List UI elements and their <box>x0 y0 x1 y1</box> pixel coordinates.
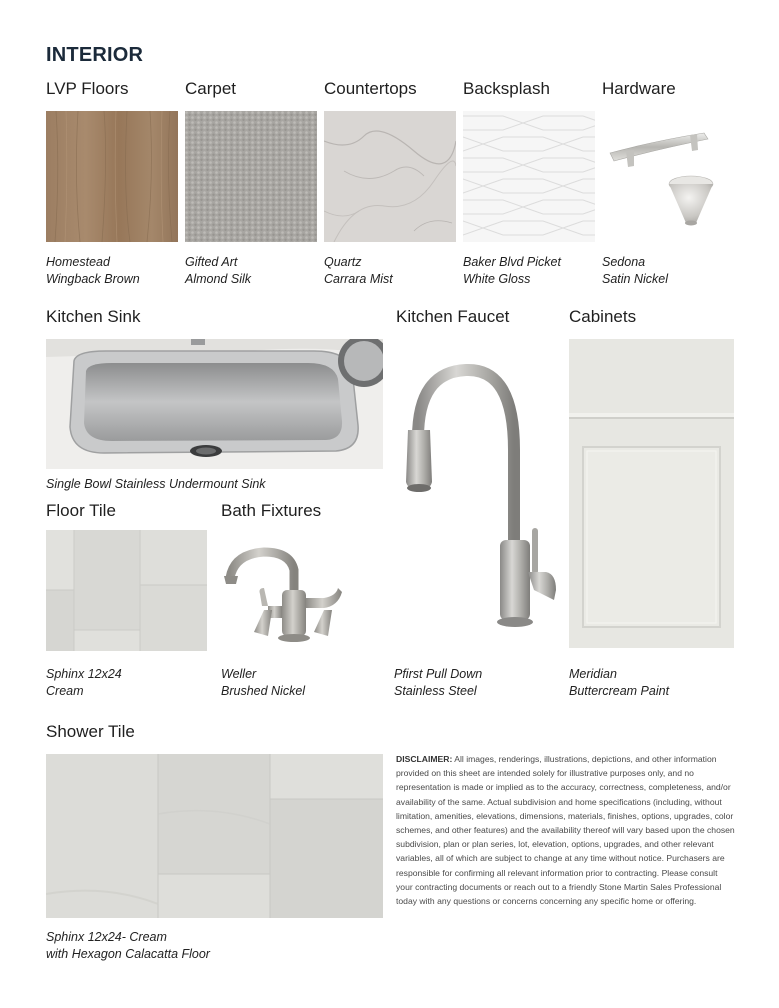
floor-tile-swatch <box>46 530 207 651</box>
kitchen-faucet-image <box>396 350 561 640</box>
backsplash-heading: Backsplash <box>463 79 550 98</box>
kitchen-sink-image <box>46 339 383 469</box>
disclaimer-text <box>396 752 736 908</box>
shower-tile-heading: Shower Tile <box>46 722 135 741</box>
kitchen-sink-caption: Single Bowl Stainless Undermount Sink <box>46 477 266 491</box>
floor-tile-caption: Sphinx 12x24 Cream <box>46 667 122 698</box>
lvp-floor-swatch <box>46 111 178 242</box>
backsplash-caption: Baker Blvd Picket White Gloss <box>463 255 561 286</box>
disclaimer-heading: DISCLAIMER: <box>396 754 453 764</box>
carpet-heading: Carpet <box>185 79 237 98</box>
cabinet-knob-icon <box>669 176 713 226</box>
floor-tile-heading: Floor Tile <box>46 501 116 520</box>
cabinets-caption: Meridian Buttercream Paint <box>569 667 670 698</box>
carpet-swatch <box>185 111 317 242</box>
hardware-heading: Hardware <box>602 79 676 98</box>
countertops-caption: Quartz Carrara Mist <box>324 255 393 286</box>
hardware-swatch <box>604 111 736 242</box>
cabinet-door-swatch <box>569 339 734 648</box>
kitchen-faucet-heading: Kitchen Faucet <box>396 307 510 326</box>
shower-tile-swatch <box>46 754 383 918</box>
shower-tile-caption: Sphinx 12x24- Cream with Hexagon Calacatta Floor <box>46 930 210 961</box>
lvp-floors-heading: LVP Floors <box>46 79 129 98</box>
disclaimer-body: All images, renderings, illustrations, depictions, and other information provided on this sheet are intended solely for illustrative purposes only, and no representation is made or implied as to the accuracy, correctness, completeness, and/or availability of the same. Actual subdivision and home specifications (including, without limitation, amenities, elevations, dimensions, materials, finishes, options, upgrades, color schemes, and other features) and the availability thereof will vary based upon the chosen subdivision, plan or plan series, lot, elevation, options, upgrades, and other relevant variables, all of which are subject to change at any time without notice. Purchasers are responsible for confirming all relevant information prior to contracting. Please consult your contracting documents or reach out to a friendly Stone Martin Sales Professional today with any questions or concerns concerning any specific home or offering. <box>396 754 735 907</box>
kitchen-sink-heading: Kitchen Sink <box>46 307 141 326</box>
bath-fixtures-caption: Weller Brushed Nickel <box>221 667 306 698</box>
hardware-caption: Sedona Satin Nickel <box>602 255 668 286</box>
lvp-floors-caption: Homestead Wingback Brown <box>46 255 140 286</box>
cabinets-heading: Cabinets <box>569 307 637 326</box>
cabinet-pull-icon <box>610 133 708 167</box>
page-title: INTERIOR <box>46 44 144 66</box>
carpet-caption: Gifted Art Almond Silk <box>185 255 251 286</box>
backsplash-swatch <box>463 111 595 242</box>
countertops-heading: Countertops <box>324 79 417 98</box>
bath-fixtures-heading: Bath Fixtures <box>221 501 322 520</box>
kitchen-faucet-caption: Pfirst Pull Down Stainless Steel <box>394 667 483 698</box>
bath-faucet-image <box>224 540 346 645</box>
countertop-swatch <box>324 111 456 242</box>
